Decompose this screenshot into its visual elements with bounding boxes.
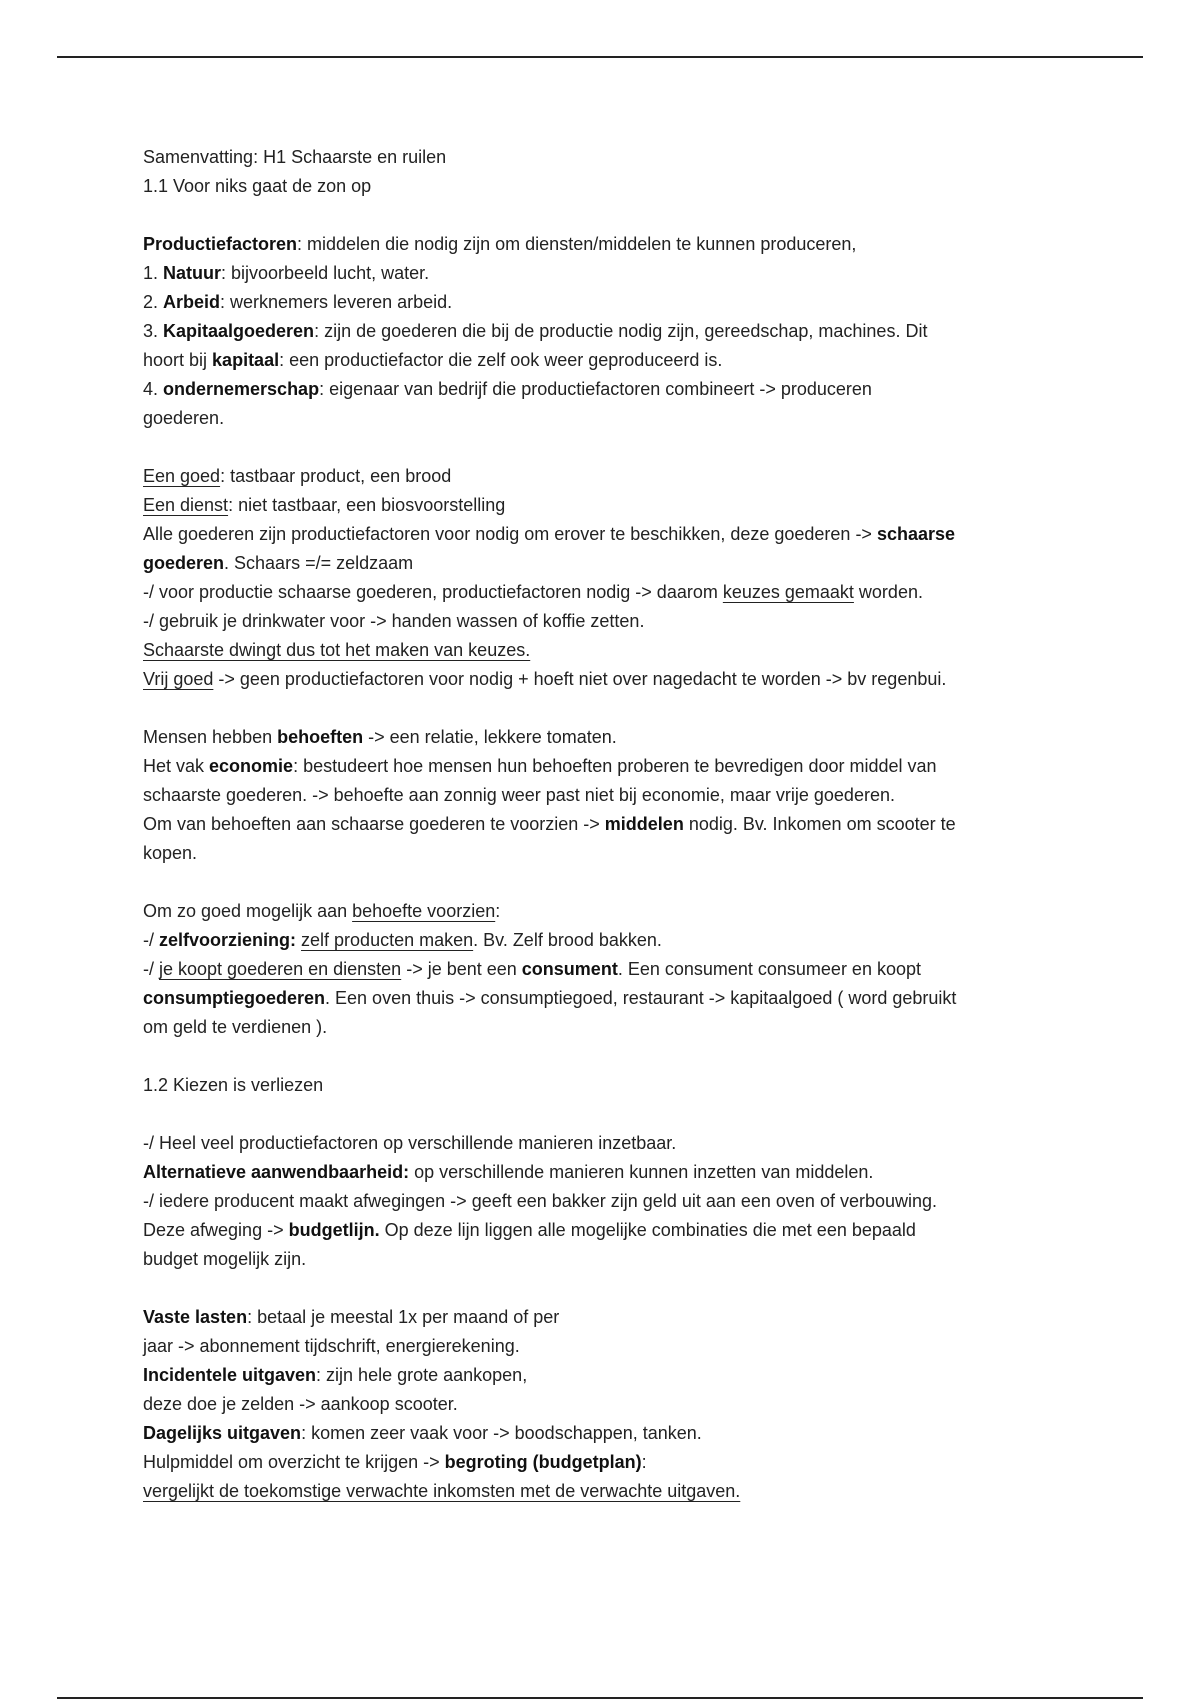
list-item: 4. ondernemerschap: eigenaar van bedrijf die productiefactoren combineert -> produceren	[143, 379, 872, 399]
paragraph-line: Deze afweging -> budgetlijn. Op deze lijn liggen alle mogelijke combinaties die met een bepaald	[143, 1220, 916, 1240]
paragraph-line: consumptiegoederen. Een oven thuis -> consumptiegoed, restaurant -> kapitaalgoed ( word gebruikt	[143, 988, 957, 1008]
paragraph-line: deze doe je zelden -> aankoop scooter.	[143, 1394, 458, 1414]
footer-rule	[57, 1697, 1143, 1699]
paragraph-line: Productiefactoren: middelen die nodig zijn om diensten/middelen te kunnen produceren,	[143, 234, 857, 254]
paragraph-line: Vaste lasten: betaal je meestal 1x per maand of per	[143, 1307, 560, 1327]
paragraph-line: jaar -> abonnement tijdschrift, energierekening.	[143, 1336, 520, 1356]
paragraph-line: -/ zelfvoorziening: zelf producten maken. Bv. Zelf brood bakken.	[143, 930, 662, 950]
paragraph-line: -/ Heel veel productiefactoren op verschillende manieren inzetbaar.	[143, 1133, 677, 1153]
paragraph-line: Om van behoeften aan schaarse goederen te voorzien -> middelen nodig. Bv. Inkomen om scooter te	[143, 814, 956, 834]
paragraph-line: Mensen hebben behoeften -> een relatie, lekkere tomaten.	[143, 727, 617, 747]
paragraph-line: Een goed: tastbaar product, een brood	[143, 466, 452, 486]
paragraph-line: Een dienst: niet tastbaar, een biosvoorstelling	[143, 495, 506, 515]
header-rule	[57, 56, 1143, 58]
paragraph-line: schaarste goederen. -> behoefte aan zonnig weer past niet bij economie, maar vrije goederen.	[143, 785, 895, 805]
paragraph-line: -/ iedere producent maakt afwegingen -> geeft een bakker zijn geld uit aan een oven of verbouwing.	[143, 1191, 938, 1211]
paragraph-line: Alternatieve aanwendbaarheid: op verschillende manieren kunnen inzetten van middelen.	[143, 1162, 874, 1182]
paragraph-line: Alle goederen zijn productiefactoren voor nodig om erover te beschikken, deze goederen -> schaarse	[143, 524, 956, 544]
paragraph-line: om geld te verdienen ).	[143, 1017, 328, 1037]
list-item: 2. Arbeid: werknemers leveren arbeid.	[143, 292, 453, 312]
paragraph-line: Om zo goed mogelijk aan behoefte voorzien:	[143, 901, 501, 921]
paragraph-line: -/ je koopt goederen en diensten -> je bent een consument. Een consument consumeer en koopt	[143, 959, 921, 979]
paragraph-line: Hulpmiddel om overzicht te krijgen -> begroting (budgetplan):	[143, 1452, 647, 1472]
paragraph-line: -/ voor productie schaarse goederen, productiefactoren nodig -> daarom keuzes gemaakt worden.	[143, 582, 923, 602]
doc-title: Samenvatting: H1 Schaarste en ruilen	[143, 147, 447, 167]
paragraph-line: Het vak economie: bestudeert hoe mensen hun behoeften proberen te bevredigen door middel van	[143, 756, 937, 776]
paragraph-line: Incidentele uitgaven: zijn hele grote aankopen,	[143, 1365, 528, 1385]
section-heading: 1.2 Kiezen is verliezen	[143, 1075, 324, 1095]
list-item: 3. Kapitaalgoederen: zijn de goederen die bij de productie nodig zijn, gereedschap, machines. Dit	[143, 321, 928, 341]
paragraph-line: hoort bij kapitaal: een productiefactor die zelf ook weer geproduceerd is.	[143, 350, 723, 370]
paragraph-line: Schaarste dwingt dus tot het maken van keuzes.	[143, 640, 531, 660]
list-item: 1. Natuur: bijvoorbeeld lucht, water.	[143, 263, 430, 283]
paragraph-line: Dagelijks uitgaven: komen zeer vaak voor -> boodschappen, tanken.	[143, 1423, 702, 1443]
paragraph-line: budget mogelijk zijn.	[143, 1249, 307, 1269]
paragraph-line: goederen. Schaars =/= zeldzaam	[143, 553, 414, 573]
document-body	[143, 143, 1073, 1506]
section-heading: 1.1 Voor niks gaat de zon op	[143, 176, 372, 196]
paragraph-line: goederen.	[143, 408, 225, 428]
paragraph-line: -/ gebruik je drinkwater voor -> handen wassen of koffie zetten.	[143, 611, 645, 631]
paragraph-line: Vrij goed -> geen productiefactoren voor nodig + hoeft niet over nagedacht te worden -> bv regenbui.	[143, 669, 947, 689]
paragraph-line: kopen.	[143, 843, 198, 863]
paragraph-line: vergelijkt de toekomstige verwachte inkomsten met de verwachte uitgaven.	[143, 1481, 741, 1501]
